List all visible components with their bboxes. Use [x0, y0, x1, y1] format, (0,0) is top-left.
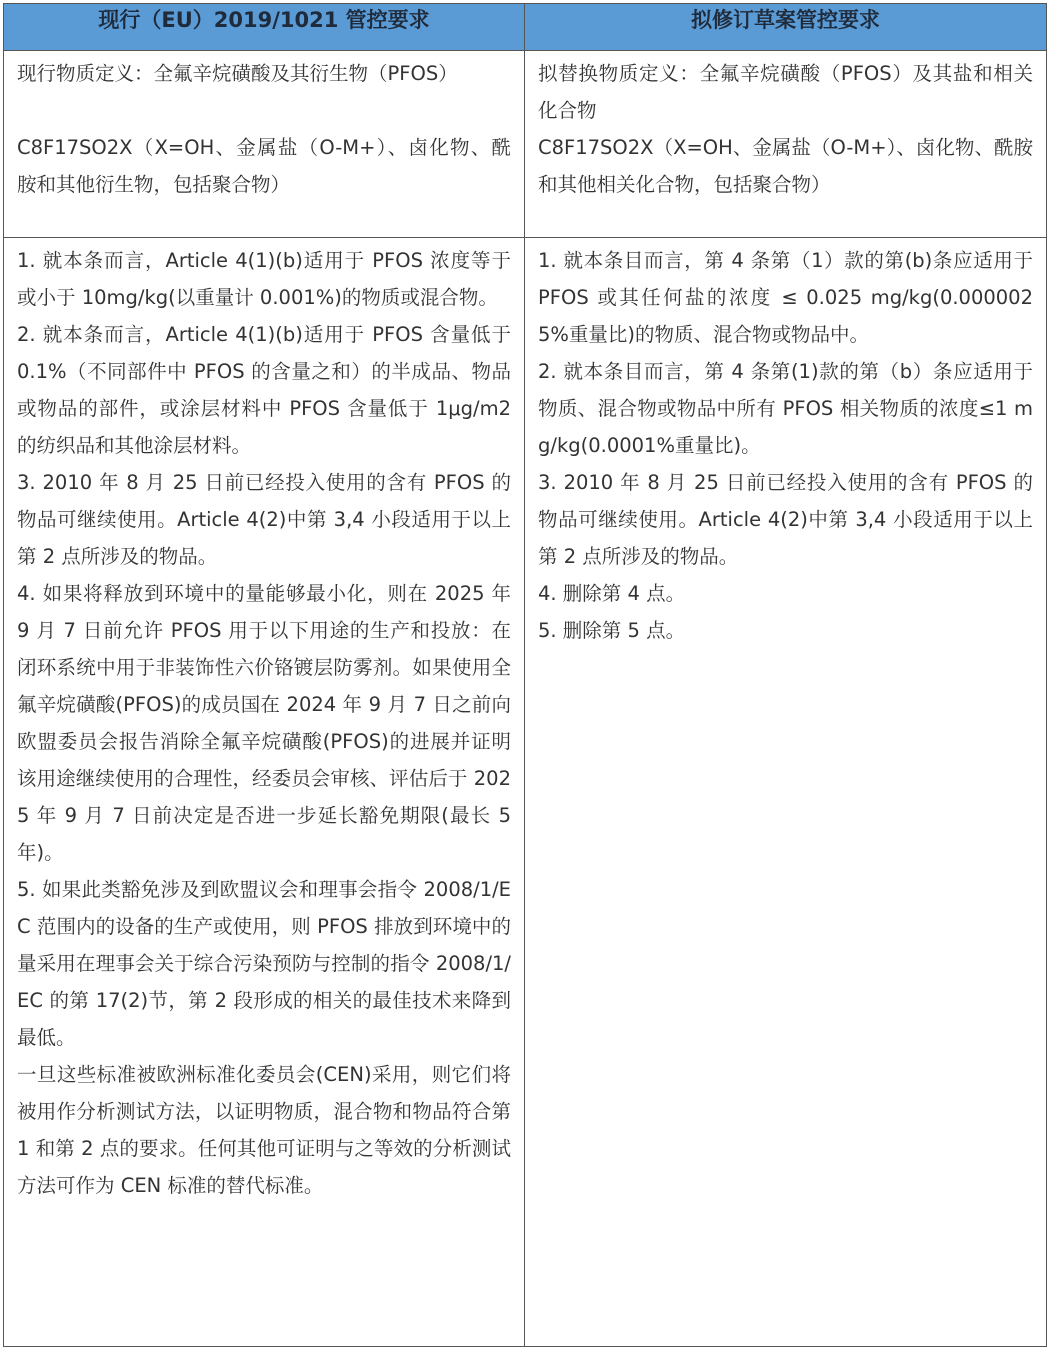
current-cen-note: 一旦这些标准被欧洲标准化委员会(CEN)采用，则它们将被用作分析测试方法，以证明物质，混合物和物品符合第 1 和第 2 点的要求。任何其他可证明与之等效的分析测试方法可作为 CEN 标准的替代标准。 — [17, 1063, 511, 1197]
proposed-requirements-cell — [525, 238, 1047, 1347]
requirements-row — [4, 238, 1047, 1347]
header-current-regulation: 现行（EU）2019/1021 管控要求 — [4, 4, 525, 51]
current-definition-cell — [4, 51, 525, 238]
current-item-2: 2. 就本条而言，Article 4(1)(b)适用于 PFOS 含量低于 0.1%（不同部件中 PFOS 的含量之和）的半成品、物品或物品的部件，或涂层材料中 PFOS 含量低于 1μg/m2 的纺织品和其他涂层材料。 — [17, 323, 511, 457]
spacer — [17, 92, 511, 129]
proposed-definition-cell — [525, 51, 1047, 238]
current-item-5: 5. 如果此类豁免涉及到欧盟议会和理事会指令 2008/1/EC 范围内的设备的生产或使用，则 PFOS 排放到环境中的量采用在理事会关于综合污染预防与控制的指令 2008/1/EC 的第 17(2)节，第 2 段形成的相关的最佳技术来降到最低。 — [17, 878, 511, 1049]
proposed-item-5: 5. 删除第 5 点。 — [538, 619, 686, 642]
current-item-4: 4. 如果将释放到环境中的量能够最小化，则在 2025 年 9 月 7 日前允许 PFOS 用于以下用途的生产和投放：在闭环系统中用于非装饰性六价铬镀层防雾剂。如果使用全氟辛烷磺酸(PFOS)的成员国在 2024 年 9 月 7 日之前向欧盟委员会报告消除全氟辛烷磺酸(PFOS)的进展并证明该用途继续使用的合理性，经委员会审核、评估后于 2025 年 9 月 7 日前决定是否进一步延长豁免期限(最长 5 年)。 — [17, 582, 511, 864]
current-definition-text: 现行物质定义：全氟辛烷磺酸及其衍生物（PFOS） — [17, 62, 458, 85]
current-item-1: 1. 就本条而言，Article 4(1)(b)适用于 PFOS 浓度等于或小于 10mg/kg(以重量计 0.001%)的物质或混合物。 — [17, 249, 511, 309]
header-row — [4, 4, 1047, 51]
header-proposed-revision: 拟修订草案管控要求 — [525, 4, 1047, 51]
current-requirements-cell — [4, 238, 525, 1347]
proposed-item-1: 1. 就本条目而言，第 4 条第（1）款的第(b)条应适用于 PFOS 或其任何盐的浓度 ≤ 0.025 mg/kg(0.0000025%重量比)的物质、混合物或物品中。 — [538, 249, 1033, 346]
comparison-table — [3, 3, 1047, 1347]
proposed-item-2: 2. 就本条目而言，第 4 条第(1)款的第（b）条应适用于物质、混合物或物品中所有 PFOS 相关物质的浓度≤1 mg/kg(0.0001%重量比)。 — [538, 360, 1033, 457]
current-item-3: 3. 2010 年 8 月 25 日前已经投入使用的含有 PFOS 的物品可继续使用。Article 4(2)中第 3,4 小段适用于以上第 2 点所涉及的物品。 — [17, 471, 511, 568]
proposed-formula-text: C8F17SO2X（X=OH、金属盐（O-M+）、卤化物、酰胺和其他相关化合物，包括聚合物） — [538, 136, 1033, 196]
proposed-item-3: 3. 2010 年 8 月 25 日前已经投入使用的含有 PFOS 的物品可继续使用。Article 4(2)中第 3,4 小段适用于以上第 2 点所涉及的物品。 — [538, 471, 1033, 568]
proposed-definition-text: 拟替换物质定义：全氟辛烷磺酸（PFOS）及其盐和相关化合物 — [538, 62, 1033, 122]
definition-row — [4, 51, 1047, 238]
proposed-item-4: 4. 删除第 4 点。 — [538, 582, 686, 605]
current-formula-text: C8F17SO2X（X=OH、金属盐（O-M+）、卤化物、酰胺和其他衍生物，包括聚合物） — [17, 136, 511, 196]
